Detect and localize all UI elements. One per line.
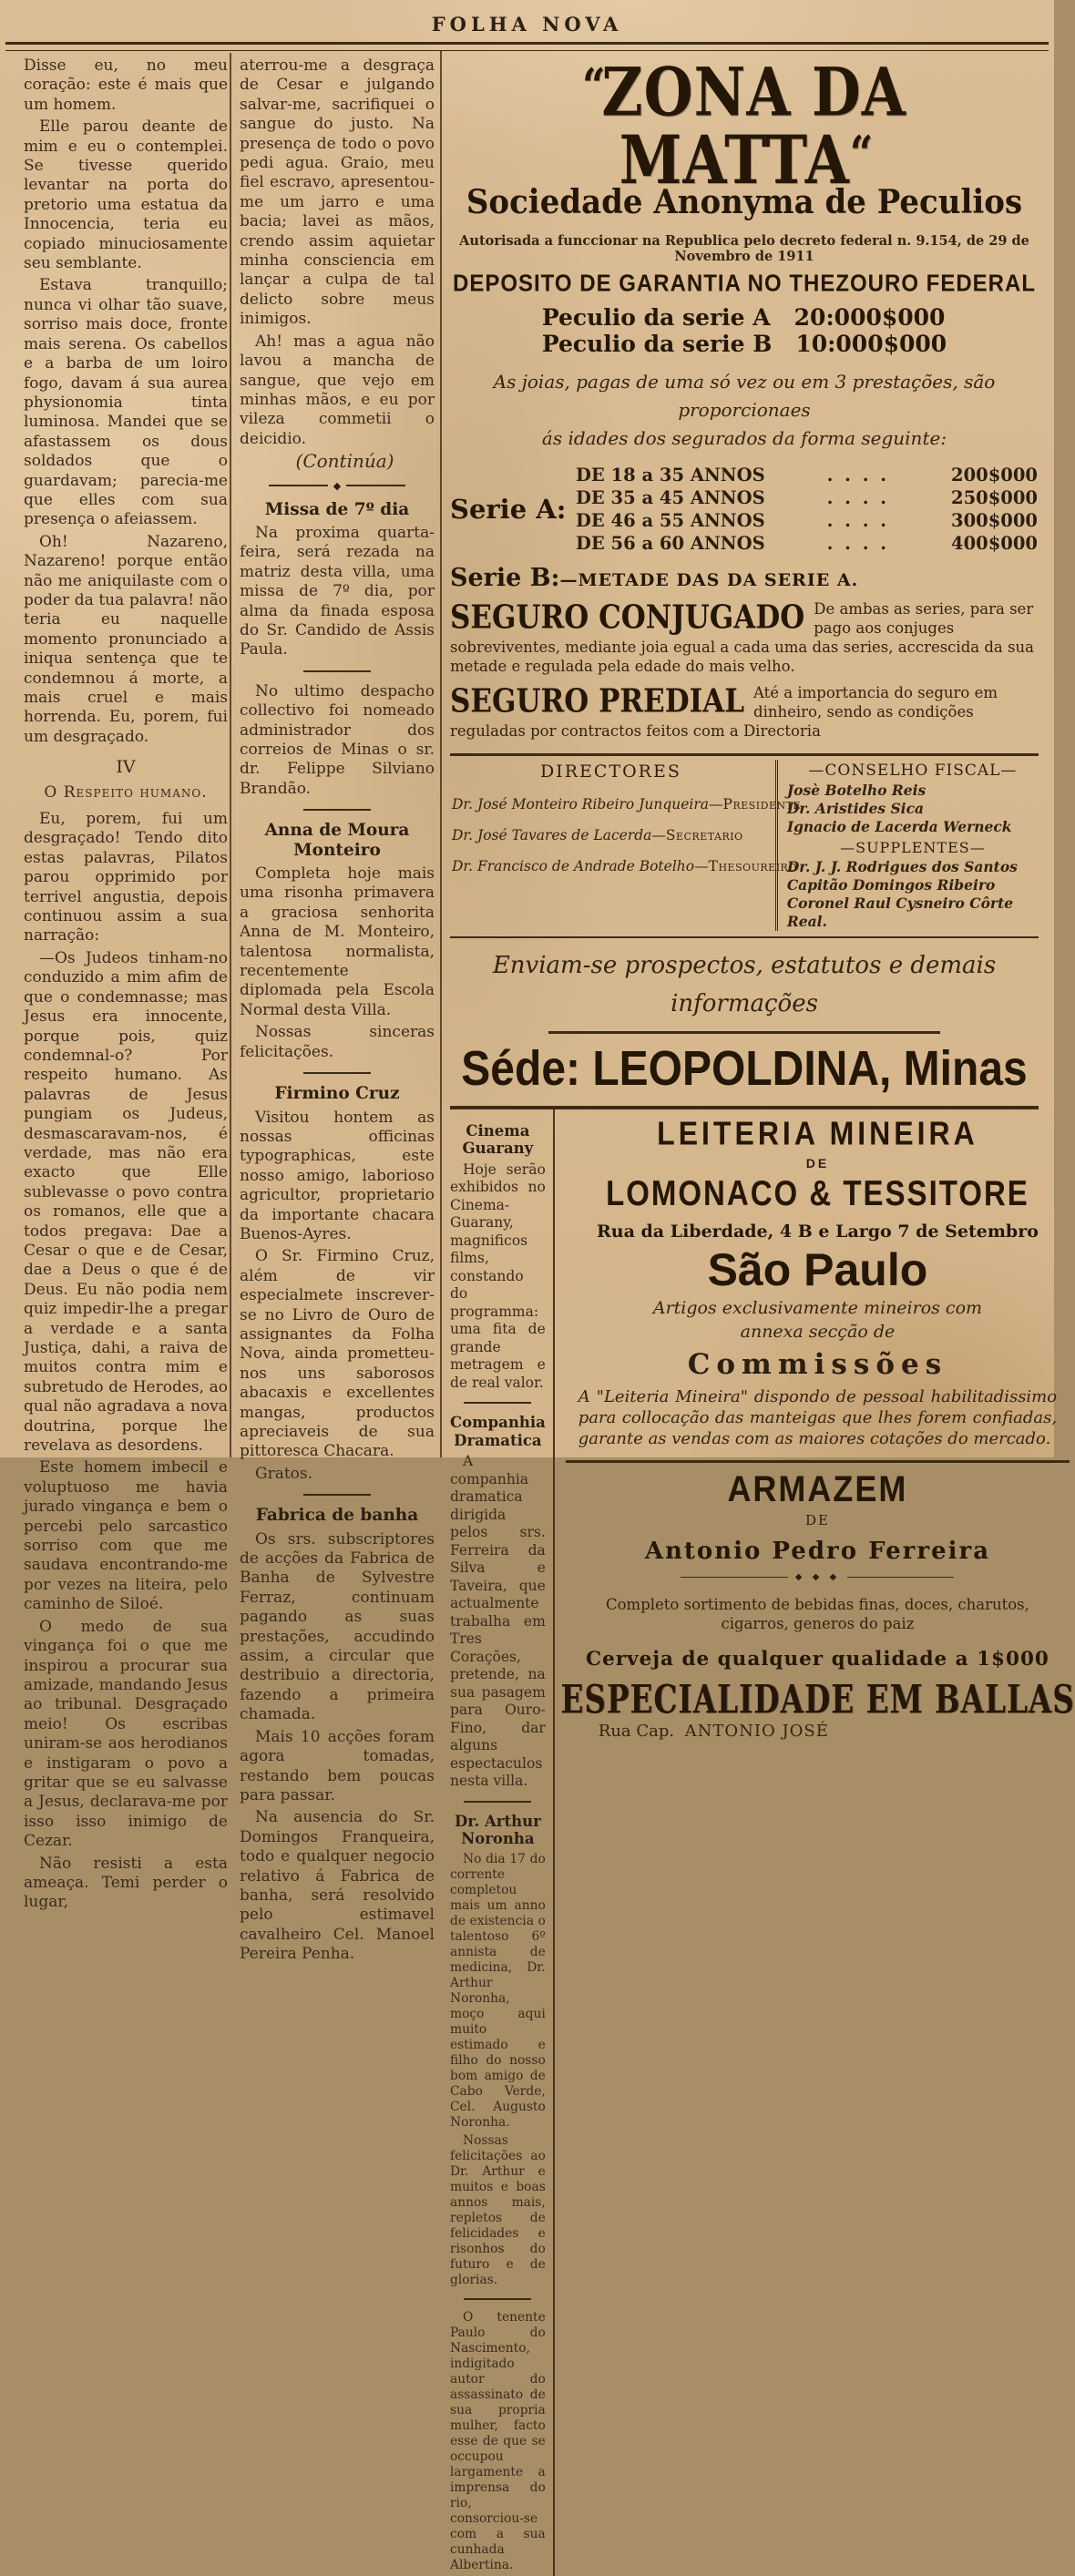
news-item-body: Visitou hontem as nossas officinas typographicas, este nosso amigo, laborioso agricultor, proprietario da importante chacara Buenos-Ayres. bbox=[240, 1108, 435, 1243]
director-entry: Dr. José Monteiro Ribeiro Junqueira—Presidente bbox=[452, 796, 801, 813]
article-paragraph: Disse eu, no meu coração: este é mais que um homem. bbox=[24, 56, 228, 114]
news-item-title: Firmino Cruz bbox=[274, 1084, 400, 1104]
article-paragraph: Estava tranquillo; nunca vi olhar tão suave, sorriso mais doce, fronte mais serena. Os cabellos e a barba de um loiro fogo, davam á sua aurea physionomia tinta luminosa. Mandei que se afastassem os dous soldados que o guardavam; parecia-me que elles com sua presença o afeiassem. bbox=[24, 276, 228, 529]
supplentes-title: —SUPPLENTES— bbox=[840, 839, 986, 857]
street-address bbox=[566, 1722, 1070, 1741]
armazem-ad bbox=[560, 1467, 1075, 1741]
deposit-line: DEPOSITO DE GARANTIA NO THEZOURO FEDERAL bbox=[452, 271, 1037, 298]
age-range: DE 35 a 45 ANNOS bbox=[576, 487, 765, 509]
article-paragraph: Elle parou deante de mim e eu o contemplei. Se tivesse querido levantar na porta do pretorio uma estatua da Innocencia, teria eu copiado minuciosamente seu semblante. bbox=[24, 118, 228, 273]
fiscal-member: Josè Botelho Reis bbox=[786, 782, 927, 800]
joias-note bbox=[450, 368, 1039, 453]
ad-title-text: ZONA DA MATTA bbox=[601, 53, 906, 199]
news-item-body: Nossas felicitações ao Dr. Arthur e muitos e boas annos mais, repletos de felicidades e risonhos do futuro e de glorias. bbox=[450, 2132, 546, 2287]
street-label: Rua Cap. bbox=[598, 1721, 675, 1741]
serie-a-table bbox=[450, 464, 1039, 555]
seguro-text: De ambas as series, para ser pago aos conjuges sobreviventes, mediante joia egual a cada uma das series, accrescida da sua metade e regulada pela edade do mais velho. bbox=[450, 600, 1034, 676]
peculio-values bbox=[542, 304, 947, 357]
seguro-predial bbox=[450, 683, 1039, 741]
enviam-note bbox=[450, 947, 1039, 1023]
dot-leader: . . . . bbox=[826, 487, 890, 509]
news-item-body: Gratos. bbox=[255, 1464, 313, 1483]
section-divider bbox=[303, 809, 371, 811]
price: 250$000 bbox=[951, 487, 1038, 509]
news-item-title: Fabrica de banha bbox=[255, 1506, 419, 1526]
section-divider bbox=[303, 1072, 371, 1074]
section-rule bbox=[566, 1460, 1070, 1463]
article-paragraph: aterrou-me a desgraça de Cesar e julgando salvar-me, sacrifiquei o sangue do justo. Na presença de todo o povo pedi agua. Graio, meu fiel escravo, apresentou-me um jarro e uma bacia; lavei as mãos, crendo assim aquietar minha consciencia em lançar a culpa de tal delicto sobre meus inimigos. bbox=[240, 56, 435, 329]
ad-title bbox=[450, 53, 1039, 199]
news-item-body: A companhia dramatica dirigida pelos srs. Ferreira da Silva e Taveira, que actualmente trabalha em Tres Corações, pretende, na sua pasagem para Ouro-Fino, dar alguns espectaculos nesta villa. bbox=[450, 1453, 546, 1790]
section-rule bbox=[548, 1031, 940, 1034]
ad-connector: DE bbox=[805, 1155, 830, 1170]
table-row bbox=[576, 532, 1039, 555]
director-role: Secretario bbox=[665, 827, 743, 844]
masthead-rule bbox=[5, 42, 1049, 51]
firm-name: LOMONACO & TESSITORE bbox=[606, 1172, 1029, 1212]
joias-line: ás idades dos segurados da forma seguinte: bbox=[541, 427, 947, 450]
table-row bbox=[576, 464, 1039, 486]
fiscal-title: —CONSELHO FISCAL— bbox=[808, 762, 1018, 781]
dot-leader: . . . . bbox=[826, 465, 890, 486]
age-range: DE 46 a 55 ANNOS bbox=[576, 510, 765, 532]
section-divider bbox=[464, 2298, 531, 2300]
section-title: O Respeito humano. bbox=[44, 782, 208, 802]
column-rule-2 bbox=[440, 51, 442, 1457]
street-name: ANTONIO JOSÉ bbox=[684, 1721, 829, 1741]
news-item-body: Completa hoje mais uma risonha primavera a graciosa senhorita Anna de M. Monteiro, talentosa normalista, recentemente diplomada pela Escola Normal desta Villa. bbox=[240, 864, 435, 1019]
seguro-conjugado bbox=[450, 599, 1039, 676]
section-divider bbox=[303, 670, 371, 672]
table-row bbox=[576, 509, 1039, 532]
director-entry: Dr. José Tavares de Lacerda—Secretario bbox=[452, 827, 743, 844]
article-paragraph: —Os Judeos tinham-no conduzido a mim afim de que o condemnasse; mas Jesus era innocente, porque pois, quiz condemnal-o? Por respeito humano. As palavras de Jesus pungiam os Judeus, desmascaravam-nos, é verdade, mas não era exacto que Elle sublevasse o povo contra os romanos, elle que a todos pregava: Dae a Cesar o que e de Cesar, dae a Deus o que é de Deus. Eu não podia nem quiz impedir-lhe a pregar a verdade e a santa Justiça, dahi, a raiva de muitos contra mim e subretudo de Herodes, ao qual não agradava a nova doutrina, porque lhe revelava as desordens. bbox=[24, 948, 228, 1456]
article-paragraph: O medo de sua vingança foi o que me inspirou a procurar sua amizade, mandando Jesus ao tribunal. Desgraçado meio! Os escribas uniram-se aos herodianos e instigaram o povo a gritar que se eu salvasse a Jesus, declarava-me por isso isso inimigo de Cezar. bbox=[24, 1617, 228, 1851]
article-paragraph: Ah! mas a agua não lavou a mancha de sangue, que vejo em minhas mãos, e eu por vileza commetii o deicidio. bbox=[240, 332, 435, 448]
news-item-body: No ultimo despacho collectivo foi nomeado administrador dos correios de Minas o sr. dr. Felippe Silviano Brandão. bbox=[240, 681, 435, 798]
news-item-body: Mais 10 acções foram agora tomadas, restando bem poucas para passar. bbox=[240, 1727, 435, 1804]
age-range: DE 56 a 60 ANNOS bbox=[576, 533, 765, 555]
peculio-label: Peculio da serie A bbox=[541, 304, 771, 332]
news-item-title: Anna de Moura Monteiro bbox=[264, 821, 410, 860]
serie-a-rows bbox=[576, 464, 1039, 555]
joias-line: As joias, pagas de uma só vez ou em 3 prestações, são proporcionaes bbox=[493, 371, 996, 422]
seguro-label: SEGURO CONJUGADO bbox=[450, 598, 805, 638]
fiscal-member: Dr. Aristides Sica bbox=[786, 800, 925, 818]
news-item-body: Hoje serão exhibidos no Cinema-Guarany, magnificos films, constando do programma: uma fita de grande metragem e de real valor. bbox=[450, 1160, 546, 1391]
price: 400$000 bbox=[951, 533, 1038, 555]
peculio-value: 20:000$000 bbox=[793, 304, 946, 332]
ad-tagline bbox=[566, 1296, 1070, 1344]
specialty-line: ESPECIALIDADE EM BALLAS bbox=[560, 1675, 1075, 1723]
quote-mark: “ bbox=[582, 59, 602, 115]
left-column bbox=[24, 56, 228, 1916]
supplente-member: Coronel Raul Cysneiro Côrte Real. bbox=[786, 894, 1014, 931]
serie-b-label: Serie B: bbox=[450, 564, 560, 593]
quote-mark: “ bbox=[849, 127, 870, 182]
middle-column bbox=[240, 56, 435, 1968]
article-paragraph: Eu, porem, fui um desgraçado! Tendo dito estas palavras, Pilatos parou opprimido por terrivel angustia, depois continuou assim a sua narração: bbox=[24, 810, 228, 946]
ad-body: A "Leiteria Mineira" dispondo de pessoal habilitadissimo para collocação das manteigas que lhes forem confiadas, garante as vendas com as maiores cotações do mercado. bbox=[578, 1386, 1058, 1448]
directors-board bbox=[450, 753, 1039, 938]
headquarters-line: Séde: LEOPOLDINA, Minas bbox=[461, 1041, 1028, 1097]
section-number: IV bbox=[116, 757, 136, 778]
supplente-member: Dr. J. J. Rodrigues dos Santos bbox=[786, 858, 1018, 876]
enviam-line: informações bbox=[671, 990, 818, 1018]
news-item-body: Os srs. subscriptores de acções da Fabrica de Banha de Sylvestre Ferraz, continuam pagando as suas prestações, accudindo assim, a circular que destribuio a directoria, fazendo a primeira chamada. bbox=[240, 1529, 435, 1724]
authorization-line: Autorisada a funccionar na Republica pelo decreto federal n. 9.154, de 29 de Novembro de 1911 bbox=[459, 233, 1029, 265]
dot-leader: . . . . bbox=[826, 510, 890, 532]
fiscal-council bbox=[775, 760, 1039, 931]
fiscal-member: Ignacio de Lacerda Werneck bbox=[786, 818, 1012, 836]
news-item-title: Missa de 7º dia bbox=[264, 499, 410, 519]
column-rule-1 bbox=[230, 53, 231, 1457]
ad-connector: DE bbox=[804, 1511, 830, 1528]
scroll-ornament-icon bbox=[681, 1572, 954, 1582]
diamond-ornament-icon: ◆ bbox=[333, 479, 342, 492]
serie-b-line bbox=[450, 564, 1039, 592]
peculio-value: 10:000$000 bbox=[795, 331, 947, 358]
peculio-label: Peculio da serie B bbox=[541, 331, 773, 358]
news-item-title: Cinema Guarany bbox=[462, 1121, 534, 1158]
news-item-body: O tenente Paulo do Nascimento, indigitado autor do assassinato de sua propria mulher, facto esse de que se occupou largamente a imprensa do rio, consorciou-se com a sua cunhada Albertina. bbox=[450, 2309, 546, 2572]
beer-price-line: Cerveja de qualquer qualidade a 1$000 bbox=[585, 1647, 1049, 1671]
leiteria-mineira-ad bbox=[566, 1114, 1070, 1449]
news-item-title: Dr. Arthur Noronha bbox=[455, 1812, 541, 1848]
section-divider bbox=[303, 1494, 371, 1496]
director-name: Dr. Francisco de Andrade Botelho bbox=[452, 858, 695, 875]
article-paragraph: Oh! Nazareno, Nazareno! porque então não me aniquilaste com o poder da tua palavra! não teria eu naquelle momento pronunciado a iniqua sentença que te condemnou á morte, a mais cruel e mais horrenda. Eu, porem, fui um desgraçado. bbox=[24, 532, 228, 746]
dot-leader: . . . . bbox=[826, 533, 890, 555]
tagline-line: annexa secção de bbox=[740, 1322, 896, 1343]
section-divider bbox=[269, 481, 405, 491]
peculio-row bbox=[542, 304, 947, 331]
price: 200$000 bbox=[951, 465, 1038, 486]
serie-b-text: —METADE DAS DA SERIE A. bbox=[559, 570, 859, 591]
ad-title: LEITERIA MINEIRA bbox=[657, 1114, 978, 1151]
advertisement-column bbox=[450, 53, 1075, 2576]
ad-body: Completo sortimento de bebidas finas, doces, charutos, cigarros, generos do paiz bbox=[605, 1595, 1029, 1632]
table-row bbox=[576, 486, 1039, 509]
news-item-title: Companhia Dramatica bbox=[450, 1414, 546, 1449]
bottom-section bbox=[450, 1106, 1075, 2576]
directors-title: DIRECTORES bbox=[539, 762, 681, 782]
serie-a-label: Serie A: bbox=[450, 494, 567, 526]
price: 300$000 bbox=[951, 510, 1038, 532]
peculio-row bbox=[542, 331, 947, 357]
news-subcolumn bbox=[450, 1109, 553, 2576]
section-divider bbox=[464, 1801, 531, 1803]
seguro-text: Até a importancia do seguro em dinheiro, sendo as condições reguladas por contractos feitos com a Directoria bbox=[450, 684, 998, 741]
supplente-member: Capitão Domingos Ribeiro bbox=[786, 876, 996, 894]
director-role: Thesoureiro bbox=[708, 858, 797, 875]
news-item-body: No dia 17 do corrente completou mais um anno de existencia o talentoso 6º annista de medicina, Dr. Arthur Noronha, moço aqui muito estimado e filho do nosso bom amigo de Cabo Verde, Cel. Augusto Noronha. bbox=[450, 1851, 546, 2130]
continua-note: (Continúa) bbox=[295, 450, 394, 473]
ad-subtitle: Sociedade Anonyma de Peculios bbox=[466, 182, 1023, 223]
tagline-line: Artigos exclusivamente mineiros com bbox=[652, 1297, 983, 1318]
director-entry: Dr. Francisco de Andrade Botelho—Thesoureiro bbox=[452, 858, 797, 875]
article-paragraph: Este homem imbecil e voluptuoso me havia jurado vingança e bem o percebi pelo sarcastico sorriso com que me saudava encontrando-me por vezes na liteira, pelo caminho de Siloé. bbox=[24, 1458, 228, 1614]
commissions-heading: Commissões bbox=[687, 1347, 948, 1381]
scroll-ornament-glyphs: ◆ ◆ ◆ bbox=[794, 1571, 841, 1582]
zona-da-matta-ad bbox=[450, 53, 1039, 741]
firm-address: Rua da Liberdade, 4 B e Largo 7 de Setembro bbox=[596, 1221, 1039, 1242]
owner-name: Antonio Pedro Ferreira bbox=[644, 1537, 991, 1565]
ad-title: ARMAZEM bbox=[727, 1467, 908, 1509]
enviam-line: Enviam-se prospectos, estatutos e demais bbox=[492, 952, 997, 980]
directors-list bbox=[450, 760, 801, 931]
news-item-body: Na proxima quarta-feira, será rezada na matriz desta villa, uma missa de 7º dia, por alma da finada esposa do Sr. Candido de Assis Paula. bbox=[240, 523, 435, 659]
age-range: DE 18 a 35 ANNOS bbox=[576, 465, 765, 486]
firm-city: São Paulo bbox=[707, 1243, 928, 1295]
director-name: Dr. José Monteiro Ribeiro Junqueira bbox=[452, 796, 710, 813]
seguro-label: SEGURO PREDIAL bbox=[450, 682, 745, 721]
article-paragraph: Não resisti a esta ameaça. Temi perder o lugar, bbox=[24, 1854, 228, 1912]
ads-subcolumn bbox=[553, 1109, 1075, 2576]
news-item-body: O Sr. Firmino Cruz, além de vir especialmete inscrever-se no Livro de Ouro de assignantes da Folha Nova, ainda prometteu-nos uns saborosos abacaxis e excellentes mangas, productos apreciaveis de sua pittoresca Chacara. bbox=[240, 1247, 435, 1461]
masthead-title: FOLHA NOVA bbox=[431, 13, 623, 36]
section-divider bbox=[464, 1402, 531, 1404]
director-role: Presidente bbox=[722, 796, 801, 813]
news-item-body: Nossas sinceras felicitações. bbox=[240, 1023, 435, 1061]
director-name: Dr. José Tavares de Lacerda bbox=[452, 827, 652, 844]
news-item-body: Na ausencia do Sr. Domingos Franqueira, todo e qualquer negocio relativo á Fabrica de banha, será resolvido pelo estimavel cavalheiro Cel. Manoel Pereira Penha. bbox=[240, 1808, 435, 1964]
